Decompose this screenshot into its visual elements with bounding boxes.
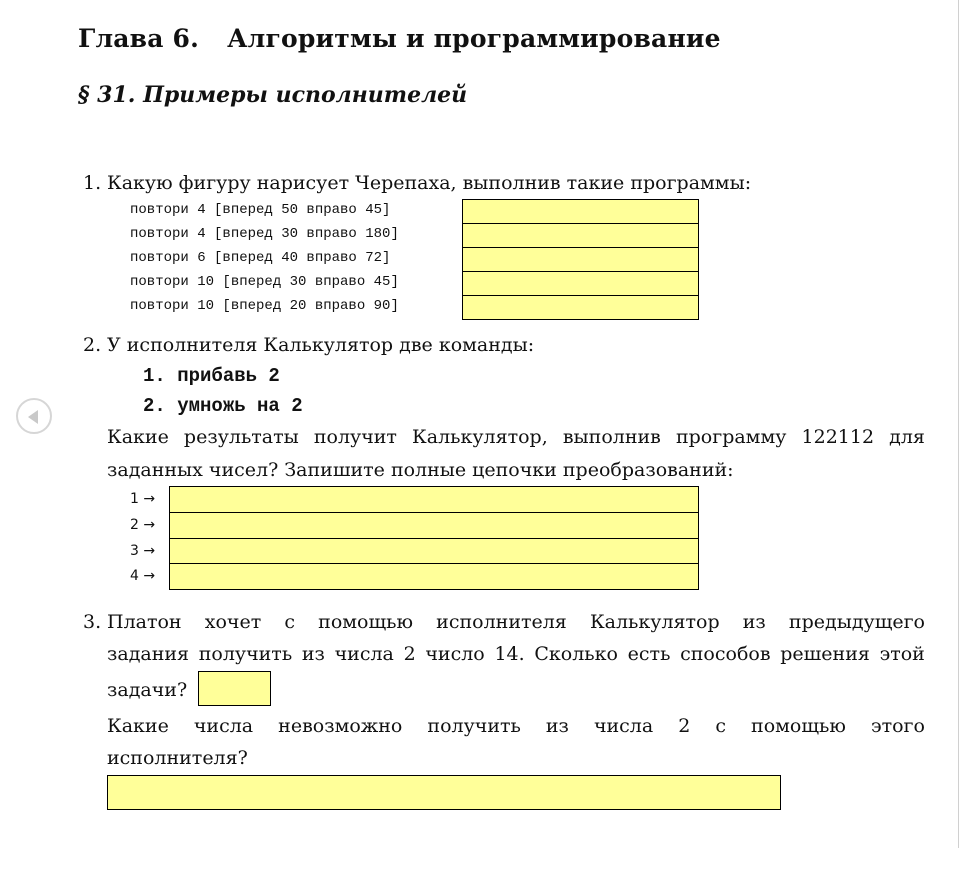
task1-answer-field[interactable]: [462, 271, 699, 296]
word: Калькулятор,: [412, 426, 548, 448]
chapter-heading: [78, 24, 721, 53]
word: выполнив: [562, 426, 661, 448]
word: 14.: [494, 643, 525, 665]
word: исполнителя: [436, 611, 567, 633]
word: Калькулятор: [589, 611, 720, 633]
task2-number: 2.: [83, 334, 102, 356]
task1-program: повтори 10 [вперед 30 вправо 45]: [130, 274, 399, 290]
task1-program: повтори 4 [вперед 30 вправо 180]: [130, 226, 399, 242]
word: с: [284, 611, 296, 633]
previous-page-button[interactable]: [16, 398, 52, 434]
task1-answer-field[interactable]: [462, 247, 699, 272]
task1-answer-field[interactable]: [462, 199, 699, 224]
word: предыдущего: [788, 611, 925, 633]
task1-number: 1.: [83, 172, 102, 194]
chain-input-field[interactable]: [169, 512, 699, 539]
calculator-command: 1. прибавь 2: [143, 365, 280, 387]
task1-program: повтори 6 [вперед 40 вправо 72]: [130, 250, 391, 266]
chain-label: 2 →: [130, 517, 156, 533]
word: хочет: [204, 611, 262, 633]
word: с: [715, 715, 727, 737]
word: есть: [627, 643, 671, 665]
word: числа: [193, 715, 254, 737]
word: из: [742, 611, 766, 633]
word: получит: [313, 426, 397, 448]
word: решения: [780, 643, 870, 665]
calculator-command: 2. умножь на 2: [143, 395, 303, 417]
word: Сколько: [534, 643, 618, 665]
task3-line5: исполнителя?: [107, 747, 248, 769]
word: получить: [427, 715, 521, 737]
task3-numbers-field[interactable]: [107, 775, 781, 810]
chain-label: 3 →: [130, 543, 156, 559]
word: числа: [593, 715, 654, 737]
word: невозможно: [278, 715, 403, 737]
word: помощью: [751, 715, 846, 737]
section-heading: § 31. Примеры исполнителей: [78, 82, 468, 108]
task3-line1: [107, 613, 925, 632]
word: способов: [680, 643, 771, 665]
word: задания: [107, 643, 190, 665]
chain-input-field[interactable]: [169, 538, 699, 564]
word: 2: [403, 643, 416, 665]
word: числа: [334, 643, 394, 665]
word: из: [301, 643, 325, 665]
task1-answer-field[interactable]: [462, 223, 699, 248]
word: для: [889, 426, 925, 448]
task1-program: повтори 10 [вперед 20 вправо 90]: [130, 298, 399, 314]
word: этого: [870, 715, 925, 737]
task2-question-line2: заданных чисел? Запишите полные цепочки преобразований:: [107, 459, 734, 481]
word: Какие: [107, 715, 169, 737]
word: получить: [198, 643, 293, 665]
chain-input-field[interactable]: [169, 486, 699, 513]
task3-line4: [107, 717, 925, 736]
word: Какие: [107, 426, 169, 448]
task3-count-field[interactable]: [198, 671, 271, 706]
word: число: [425, 643, 485, 665]
left-arrow-icon: [28, 410, 38, 424]
word: помощью: [318, 611, 414, 633]
chain-label: 1 →: [130, 491, 156, 507]
chain-input-field[interactable]: [169, 563, 699, 590]
word: 122112: [801, 426, 875, 448]
chapter-title: Алгоритмы и программирование: [227, 24, 721, 53]
task2-intro: У исполнителя Калькулятор две команды:: [107, 334, 535, 356]
page-edge: [958, 0, 959, 848]
word: из: [545, 715, 569, 737]
task2-question-line: [107, 428, 925, 447]
chapter-number: Глава 6.: [78, 24, 200, 53]
word: программу: [675, 426, 787, 448]
task1-answer-field[interactable]: [462, 295, 699, 320]
task3-number: 3.: [83, 611, 102, 633]
task1-program: повтори 4 [вперед 50 вправо 45]: [130, 202, 391, 218]
chain-label: 4 →: [130, 568, 156, 584]
word: этой: [879, 643, 925, 665]
task1-question: Какую фигуру нарисует Черепаха, выполнив такие программы:: [107, 172, 752, 194]
task3-line2: [107, 645, 925, 664]
word: Платон: [107, 611, 182, 633]
word: результаты: [183, 426, 299, 448]
word: 2: [678, 715, 691, 737]
task3-line3: задачи?: [107, 679, 188, 701]
